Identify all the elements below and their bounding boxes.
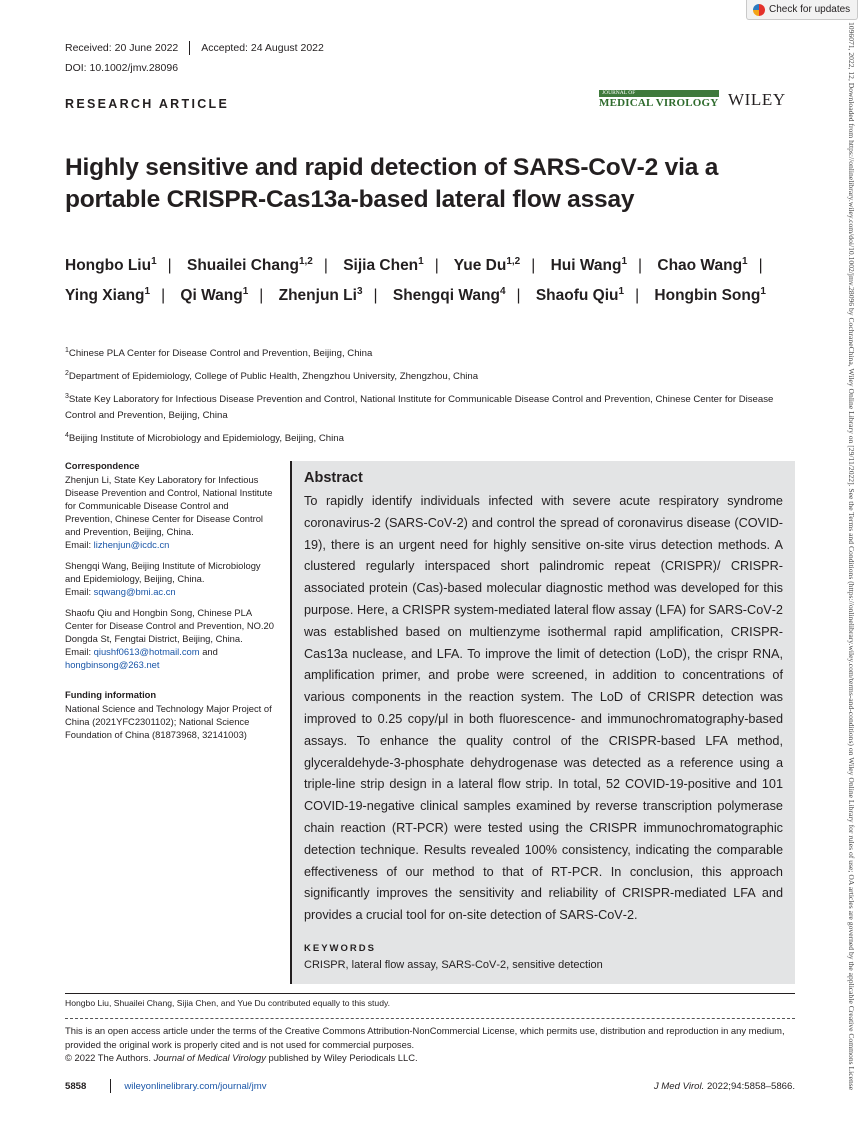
doi[interactable]: DOI: 10.1002/jmv.28096 <box>65 62 179 74</box>
email-link[interactable]: lizhenjun@icdc.cn <box>93 539 170 550</box>
abstract-text: To rapidly identify individuals infected with severe acute respiratory syndrome coronavirus‐2 (SARS‐CoV‐2) and control the spread of coronavirus disease (COVID‐19), there is an urgent need for highly sensitive on‐site virus detection methods. A clustered regularly interspaced short palindromic repeat (CRISPR)/ CRISPR‐associated protein (Cas)‐based molecular diagnostic method was developed for this purpose. Here, a CRISPR system‐mediated lateral flow assay (LFA) for SARS‐CoV‐2 was established based on multienzyme isothermal rapid amplification, CRISPR‐Cas13a nuclease, and LFA. To improve the limit of detection (LoD), the crispr RNA, amplification primer, and probe were screened, in addition to concentrations of various components in the reaction system. The LoD of CRISPR detection was improved to 0.25 copy/μl in both fluorescence‐ and immunochromatography‐based assays. To enhance the quality control of the CRISPR‐based LFA method, glyceraldehyde‐3‐phosphate dehydrogenase was detected as a reference using a triple‐line strip design in a lateral flow strip. In total, 52 COVID‐19‐positive and 101 COVID‐19‐negative clinical samples examined by reverse transcription polymerase chain reaction (RT‐PCR) were tested using the CRISPR immunochromatographic detection technique. Results revealed 100% consistency, indicating the comparable effectiveness of our method to that of RT‐PCR. In conclusion, this approach significantly improves the sensitivity and reliability of CRISPR‐mediated LFA and provides a crucial tool for on‐site detection of SARS‐CoV‐2. <box>304 494 783 923</box>
citation: J Med Virol. 2022;94:5858–5866. <box>653 1080 795 1092</box>
affiliation: $^3$State Key Laboratory for Infectious Disease Prevention and Control, National Institute for Communicable Disease Control and Prevention, Chinese Center for Disease Control and Prevention, Beijing, China <box>65 393 774 422</box>
footer-divider <box>110 1079 111 1093</box>
author[interactable]: Yue Du$^{1,2}$ <box>453 256 521 275</box>
correspondence-entry: Shaofu Qiu and Hongbin Song, Chinese PLA Center for Disease Control and Prevention, NO.20 Dongda St, Fengtai District, Beijing, China. Email: qiushf0613@hotmail.com and hongbinsong@263.net <box>65 607 274 670</box>
abstract-heading: Abstract <box>304 470 363 486</box>
abstract-box <box>290 461 795 984</box>
author-list: Hongbo Liu$^1$ | Shuailei Chang$^{1,2}$ | Sijia Chen$^1$ | Yue Du$^{1,2}$ | Hui Wang$^1$ | Chao Wang$^1$ | Ying Xiang$^1$ | Qi Wang$^1$ | Zhenjun Li$^3$ | Shengqi Wang$^4$ | Shaofu Qiu$^1$ | Hongbin Song$^1$ <box>65 256 766 305</box>
update-icon <box>753 4 765 16</box>
side-strip-text: 1096071, 2022, 12, Downloaded from https://onlinelibrary.wiley.com/doi/10.1002/jmv.28096 by CochraneChina, Wiley Online Library on [29/11/2022]. See the Terms and Conditions (https://onlinelibrary.wiley.com/terms-and-conditions) on Wiley Online Library for rules of use; OA articles are governed by the applicable Creative Commons License <box>847 22 856 1091</box>
date-divider <box>189 41 190 55</box>
contribution-note: Hongbo Liu, Shuailei Chang, Sijia Chen, and Yue Du contributed equally to this study. <box>65 993 795 1008</box>
download-side-strip <box>844 22 858 1122</box>
affiliation: $^2$Department of Epidemiology, College of Public Health, Zhengzhou University, Zhengzhou, China <box>65 370 479 383</box>
author[interactable]: Shuailei Chang$^{1,2}$ <box>187 256 313 275</box>
affiliation: $^1$Chinese PLA Center for Disease Control and Prevention, Beijing, China <box>65 347 373 360</box>
keywords: CRISPR, lateral flow assay, SARS‐CoV‐2, sensitive detection <box>304 959 603 971</box>
author[interactable]: Hongbin Song$^1$ <box>654 286 766 305</box>
journal-logo-name: MEDICAL VIROLOGY <box>599 97 719 109</box>
funding-text: National Science and Technology Major Project of China (2021YFC2301102); National Science Foundation of China (81873968, 32141003) <box>65 703 272 740</box>
correspondence-entry: Zhenjun Li, State Key Laboratory for Infectious Disease Prevention and Control, National Institute for Communicable Disease Control and Prevention, Chinese Center for Disease Control and Prevention, Beijing, China. Email: lizhenjun@icdc.cn <box>65 474 273 550</box>
correspondence-column <box>65 459 277 749</box>
author[interactable]: Shaofu Qiu$^1$ <box>535 286 625 305</box>
author[interactable]: Sijia Chen$^1$ <box>343 256 424 275</box>
journal-logo[interactable] <box>599 90 719 109</box>
check-for-updates-label: Check for updates <box>769 4 851 15</box>
journal-logo-small: JOURNAL OF <box>599 90 719 97</box>
license-notice <box>65 1018 795 1065</box>
copyright-line: © 2022 The Authors. Journal of Medical Virology published by Wiley Periodicals LLC. <box>65 1052 418 1063</box>
affiliation: $^4$Beijing Institute of Microbiology and Epidemiology, Beijing, China <box>65 432 344 445</box>
email-link[interactable]: hongbinsong@263.net <box>65 659 160 670</box>
author[interactable]: Shengqi Wang$^4$ <box>392 286 506 305</box>
author[interactable]: Hongbo Liu$^1$ <box>65 256 157 275</box>
publisher-logo[interactable]: WILEY <box>728 90 786 109</box>
affiliations <box>65 343 795 451</box>
article-title: Highly sensitive and rapid detection of SARS‐CoV‐2 via a portable CRISPR‐Cas13a‐based lateral flow assay <box>65 154 719 213</box>
funding-heading: Funding information <box>65 689 157 700</box>
keywords-heading: KEYWORDS <box>304 943 376 954</box>
author[interactable]: Chao Wang$^1$ <box>657 256 748 275</box>
email-link[interactable]: sqwang@bmi.ac.cn <box>93 586 176 597</box>
author[interactable]: Ying Xiang$^1$ <box>65 286 151 305</box>
article-dates <box>65 41 324 55</box>
article-type: RESEARCH ARTICLE <box>65 97 230 111</box>
journal-url-link[interactable]: wileyonlinelibrary.com/journal/jmv <box>124 1080 267 1092</box>
correspondence-heading: Correspondence <box>65 460 140 471</box>
received-date: Received: 20 June 2022 <box>65 42 179 54</box>
author[interactable]: Qi Wang$^1$ <box>180 286 249 305</box>
abstract-rule <box>290 461 292 984</box>
author[interactable]: Hui Wang$^1$ <box>550 256 628 275</box>
check-for-updates-button[interactable] <box>746 0 858 20</box>
page-number: 5858 <box>65 1080 87 1092</box>
email-link[interactable]: qiushf0613@hotmail.com <box>93 646 200 657</box>
license-text: This is an open access article under the terms of the Creative Commons Attribution‐NonCommercial License, which permits use, distribution and reproduction in any medium, provided the original work is properly cited and is not used for commercial purposes. <box>65 1025 785 1050</box>
page-footer <box>65 1079 795 1093</box>
correspondence-entry: Shengqi Wang, Beijing Institute of Microbiology and Epidemiology, Beijing, China. Email: sqwang@bmi.ac.cn <box>65 560 261 597</box>
author[interactable]: Zhenjun Li$^3$ <box>278 286 363 305</box>
accepted-date: Accepted: 24 August 2022 <box>201 42 324 54</box>
